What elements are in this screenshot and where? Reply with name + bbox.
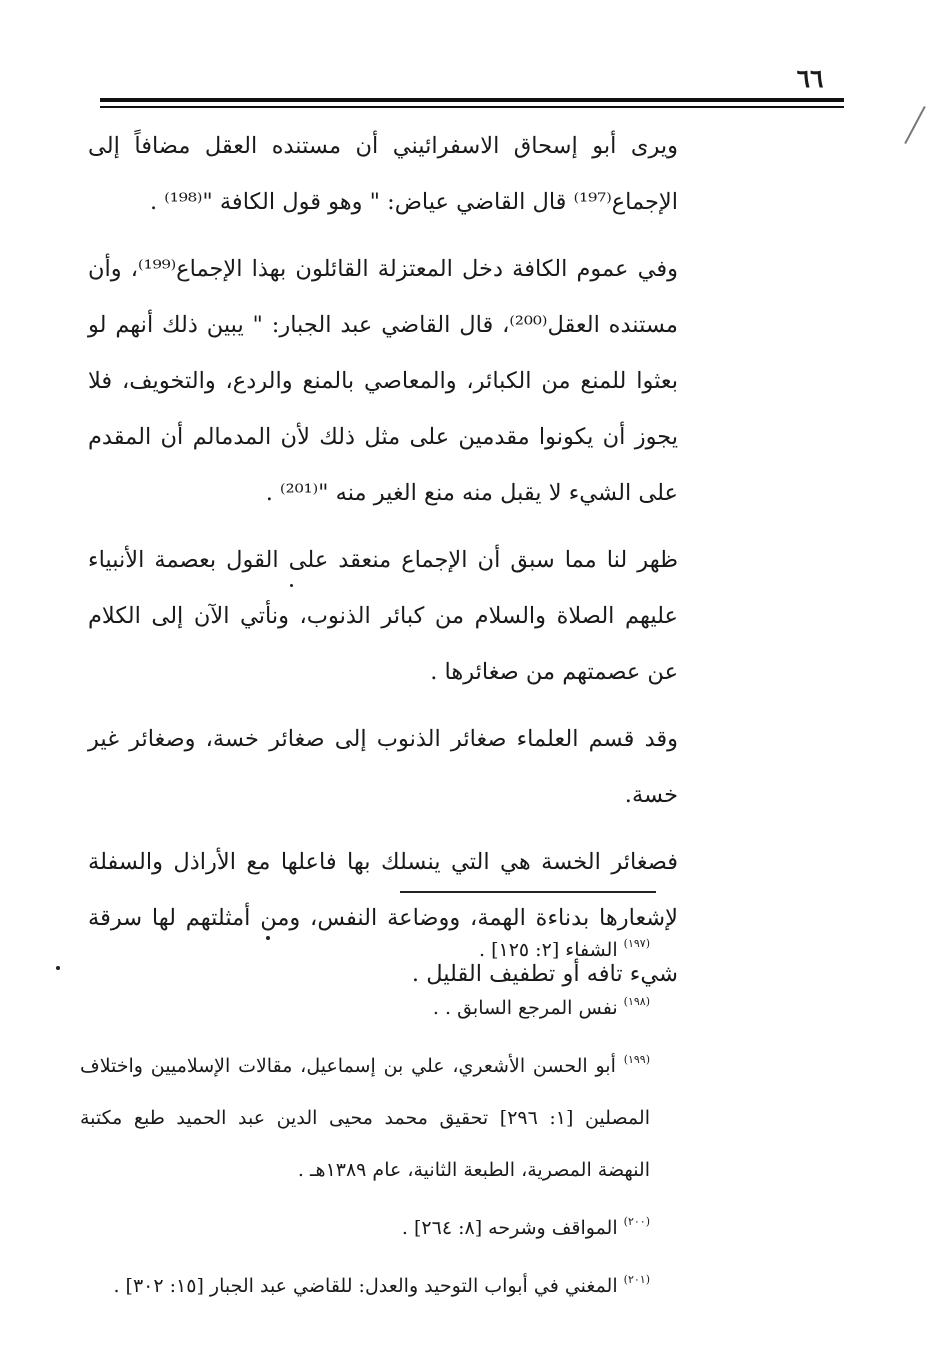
footnote (80, 1196, 650, 1254)
paragraph: وفي عموم الكافة دخل المعتزلة القائلون بهذا الإجماع⁽¹⁹⁹⁾، وأن مستنده العقل⁽²⁰⁰⁾، قال القاضي عبد الجبار: " يبين ذلك أنهم لو بعثوا للمنع من الكبائر، والمعاصي بالمنع والردع، والتخويف، فلا يجوز أن يكونوا مقدمين على مثل ذلك لأن المدمالم أن المقدم على الشيء لا يقبل منه منع الغير منه "⁽²⁰¹⁾ . (88, 256, 678, 506)
footnote (80, 976, 650, 1034)
footnote-number: (١٩٧) (623, 937, 650, 950)
paragraph: وقد قسم العلماء صغائر الذنوب إلى صغائر خسة، وصغائر غير خسة. (88, 726, 678, 808)
paragraph: فصغائر الخسة هي التي ينسلك بها فاعلها مع الأراذل والسفلة لإشعارها بدناءة الهمة، ووضاعة النفس، ومن أمثلتهم لها سرقة شيء تافه أو تطفيف القليل . (88, 849, 678, 987)
footnote-text: نفس المرجع السابق . . (432, 997, 618, 1019)
footnotes (80, 918, 650, 1312)
footnote-number: (٢٠٠) (623, 1215, 650, 1228)
page-number: ٦٦ (796, 64, 824, 93)
footnote (80, 1034, 650, 1196)
paragraph: ويرى أبو إسحاق الاسفرائيني أن مستنده العقل مضافاً إلى الإجماع⁽¹⁹⁷⁾ قال القاضي عياض: " وهو قول الكافة "⁽¹⁹⁸⁾ . (88, 133, 678, 215)
paragraph: ظهر لنا مما سبق أن الإجماع منعقد على القول بعصمة الأنبياء عليهم الصلاة والسلام من كبائر الذنوب، ونأتي الآن إلى الكلام عن عصمتهم من صغائرها . (88, 547, 678, 685)
footnote-separator (400, 891, 656, 893)
header-rule (100, 98, 844, 102)
footnote (80, 1254, 650, 1312)
scan-speck (266, 936, 270, 940)
footnote-text: الشفاء [٢: ١٢٥] . (479, 939, 618, 961)
scan-speck (290, 584, 293, 587)
footnote-number: (١٩٨) (623, 995, 650, 1008)
main-text (88, 118, 678, 1013)
footnote (80, 918, 650, 976)
footnote-number: (٢٠١) (623, 1273, 650, 1286)
footnote-number: (١٩٩) (623, 1053, 651, 1066)
footnote-text: المواقف وشرحه [٨: ٢٦٤] . (401, 1217, 618, 1239)
header-rule-thin (100, 106, 844, 108)
footnote-text: المغني في أبواب التوحيد والعدل: للقاضي عبد الجبار [١٥: ٣٠٢] . (113, 1275, 618, 1297)
scan-speck (56, 966, 60, 970)
footnote-text: أبو الحسن الأشعري، علي بن إسماعيل، مقالات الإسلاميين واختلاف المصلين [١: ٢٩٦] تحقيق محمد محيى الدين عبد الحميد طبع مكتبة النهضة المصرية، الطبعة الثانية، عام ١٣٨٩هـ . (80, 1055, 650, 1181)
margin-pen-mark (904, 106, 925, 144)
